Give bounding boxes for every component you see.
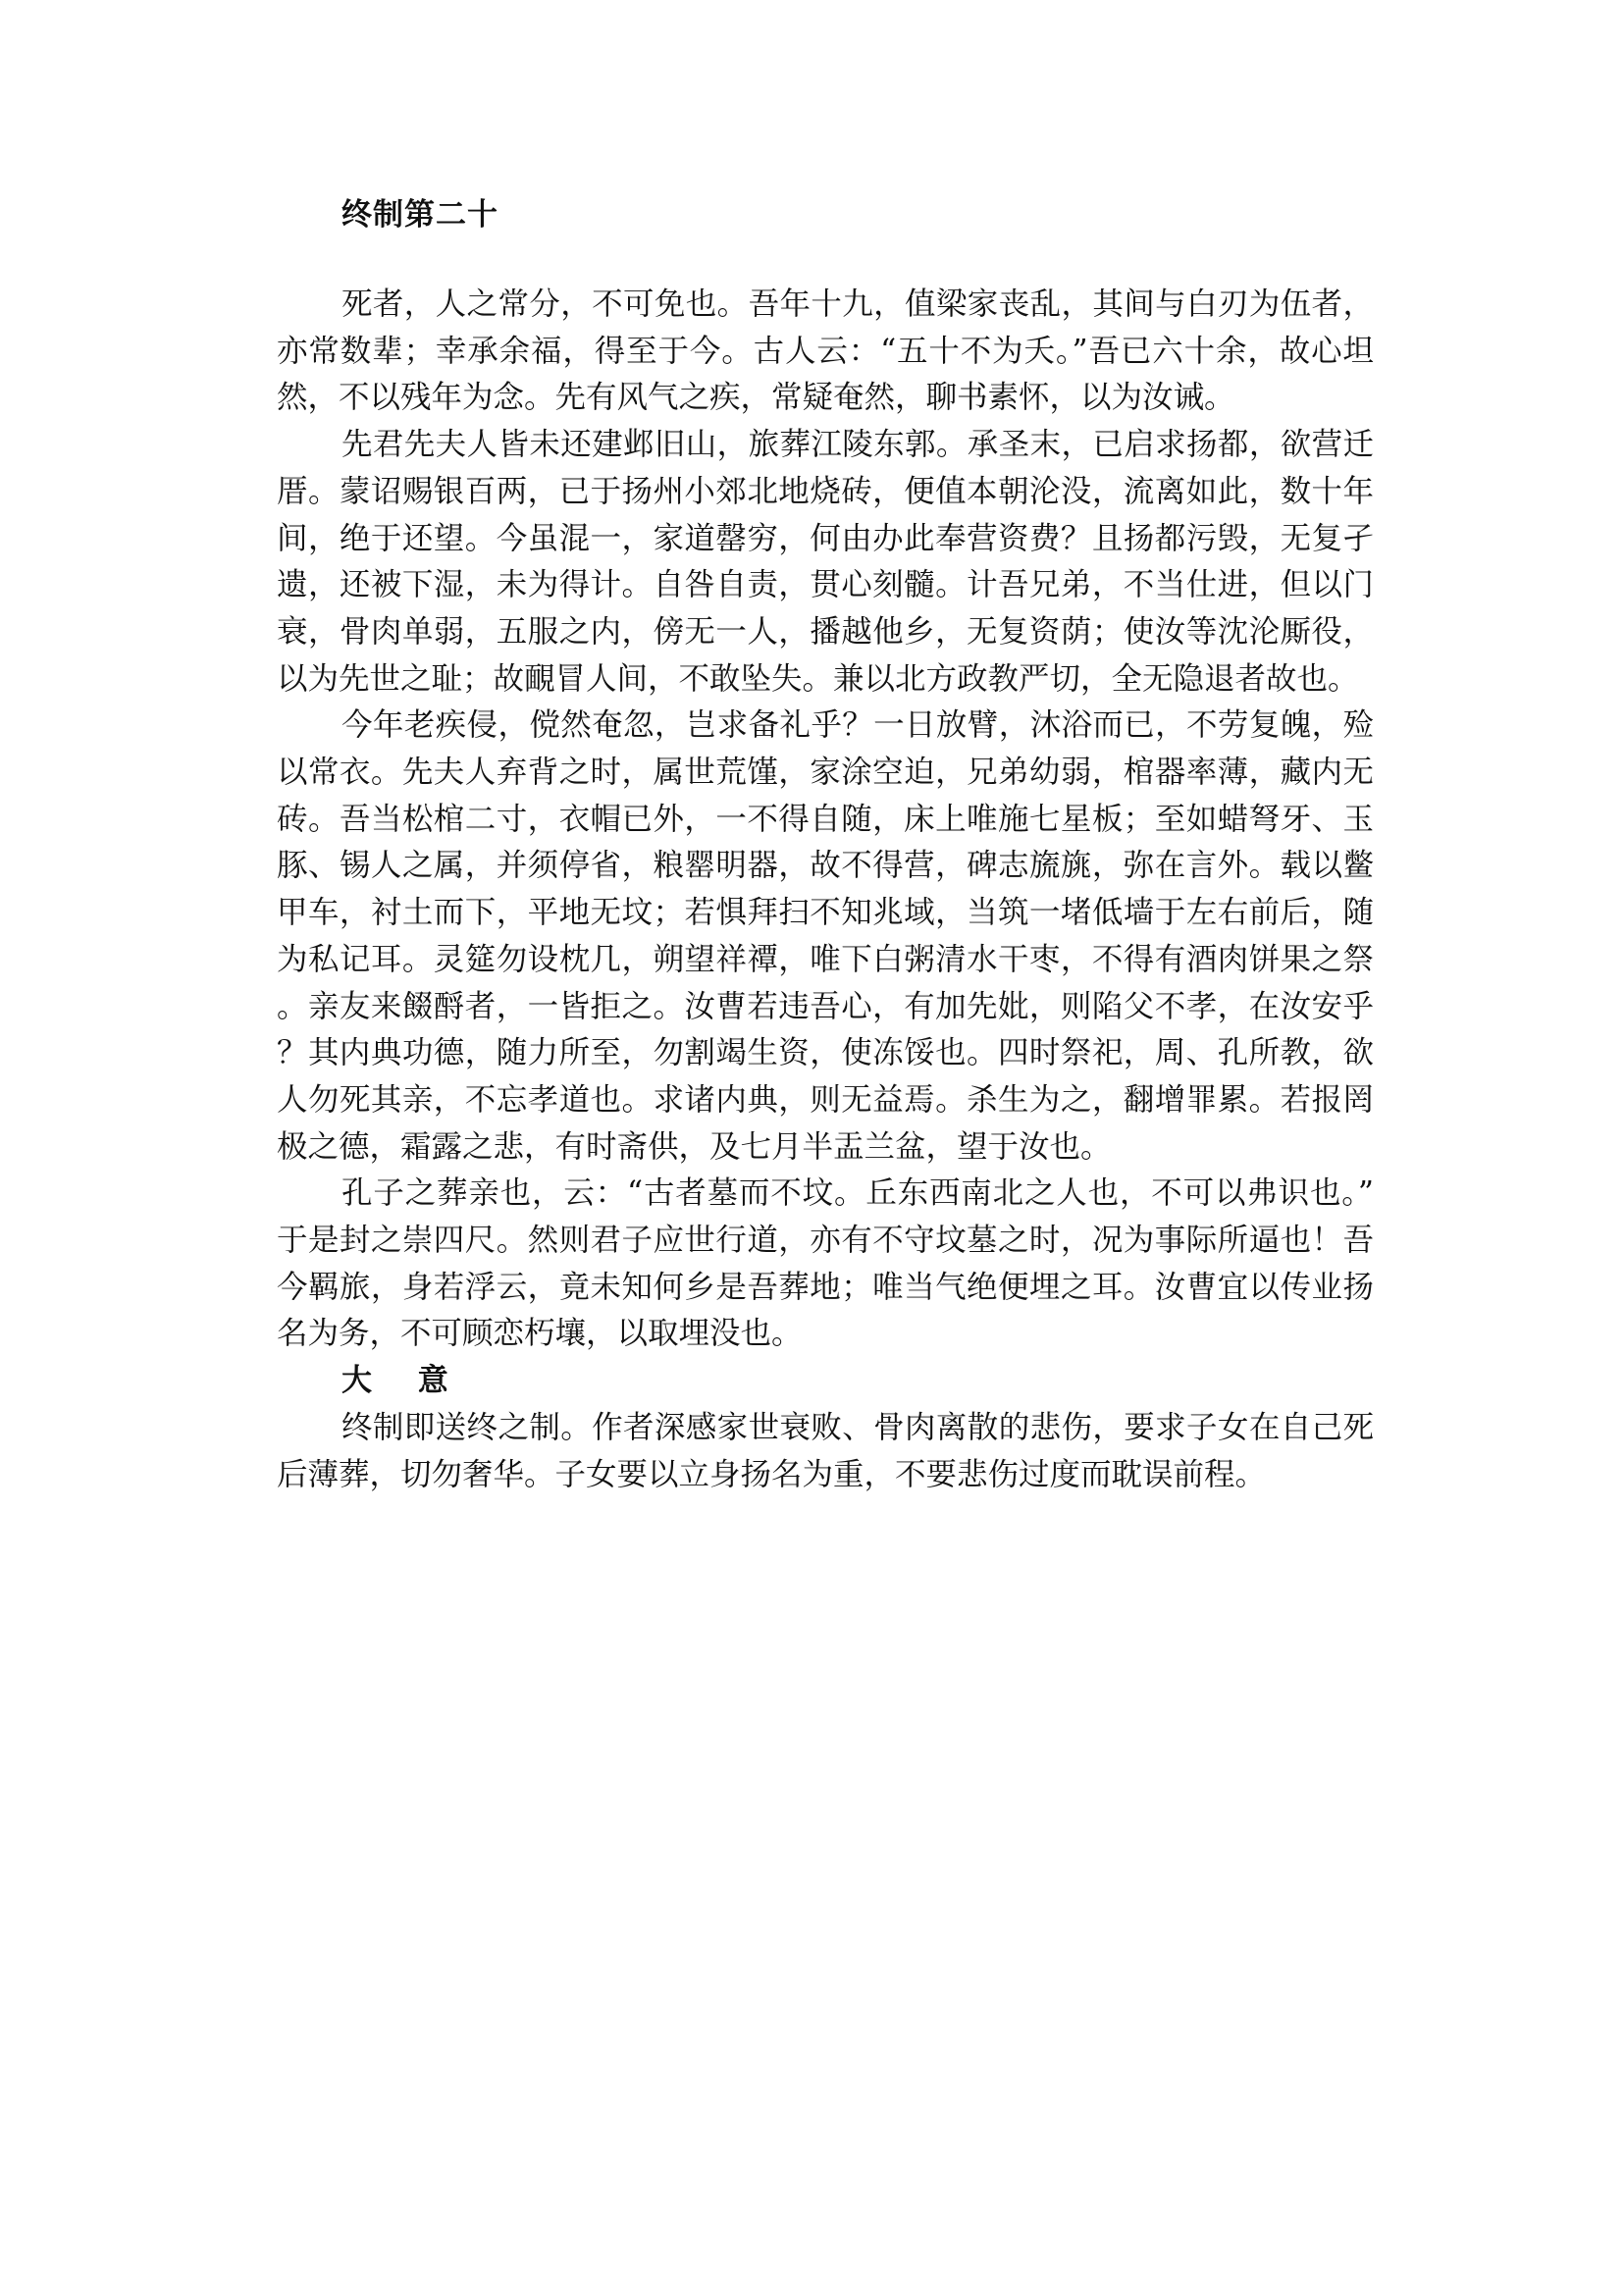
- chapter-title: 终制第二十: [341, 197, 498, 233]
- body-paragraph-3: 今年老疾侵，傥然奄忽，岂求备礼乎？一日放臂，沐浴而已，不劳复魄，殓以常衣。先夫人弃背之时，属世荒馑，家涂空迫，兄弟幼弱，棺器率薄，藏内无砖。吾当松棺二寸，衣帽已外，一不得自随，床上唯施七星板；至如蜡弩牙、玉豚、锡人之属，并须停省，粮罂明器，故不得营，碑志旒旐，弥在言外。载以鳖甲车，衬土而下，平地无坟；若惧拜扫不知兆域，当筑一堵低墙于左右前后，随为私记耳。灵筵勿设枕几，朔望祥禫，唯下白粥清水干枣，不得有酒肉饼果之祭。亲友来餟酹者，一皆拒之。汝曹若违吾心，有加先妣，则陷父不孝，在汝安乎？其内典功德，随力所至，勿割竭生资，使冻馁也。四时祭祀，周、孔所教，欲人勿死其亲，不忘孝道也。求诸内典，则无益焉。杀生为之，翻增罪累。若报罔极之德，霜露之悲，有时斋供，及七月半盂兰盆，望于汝也。: [277, 707, 1374, 1165]
- body-paragraph-2: 先君先夫人皆未还建邺旧山，旅葬江陵东郭。承圣末，已启求扬都，欲营迁厝。蒙诏赐银百两，已于扬州小郊北地烧砖，便值本朝沦没，流离如此，数十年间，绝于还望。今虽混一，家道罄穷，何由办此奉营资费？且扬都污毁，无复孑遗，还被下湿，未为得计。自咎自责，贯心刻髓。计吾兄弟，不当仕进，但以门衰，骨肉单弱，五服之内，傍无一人，播越他乡，无复资荫；使汝等沈沦厮役，以为先世之耻；故靦冒人间，不敢坠失。兼以北方政教严切，全无隐退者故也。: [277, 427, 1374, 697]
- summary-paragraph: 终制即送终之制。作者深感家世衰败、骨肉离散的悲伤，要求子女在自己死后薄葬，切勿奢华。子女要以立身扬名为重，不要悲伤过度而耽误前程。: [277, 1409, 1374, 1492]
- summary-heading: 大 意: [341, 1363, 466, 1399]
- document-page: [277, 191, 1374, 1498]
- body-paragraph-4: 孔子之葬亲也，云：“古者墓而不坟。丘东西南北之人也，不可以弗识也。”于是封之崇四尺。然则君子应世行道，亦有不守坟墓之时，况为事际所逼也！吾今羁旅，身若浮云，竟未知何乡是吾葬地；唯当气绝便埋之耳。汝曹宜以传业扬名为务，不可顾恋朽壤，以取埋没也。: [277, 1175, 1374, 1352]
- body-paragraph-1: 死者，人之常分，不可免也。吾年十九，值梁家丧乱，其间与白刃为伍者，亦常数辈；幸承余福，得至于今。古人云：“五十不为夭。”吾已六十余，故心坦然，不以残年为念。先有风气之疾，常疑奄然，聊书素怀，以为汝诫。: [277, 287, 1374, 416]
